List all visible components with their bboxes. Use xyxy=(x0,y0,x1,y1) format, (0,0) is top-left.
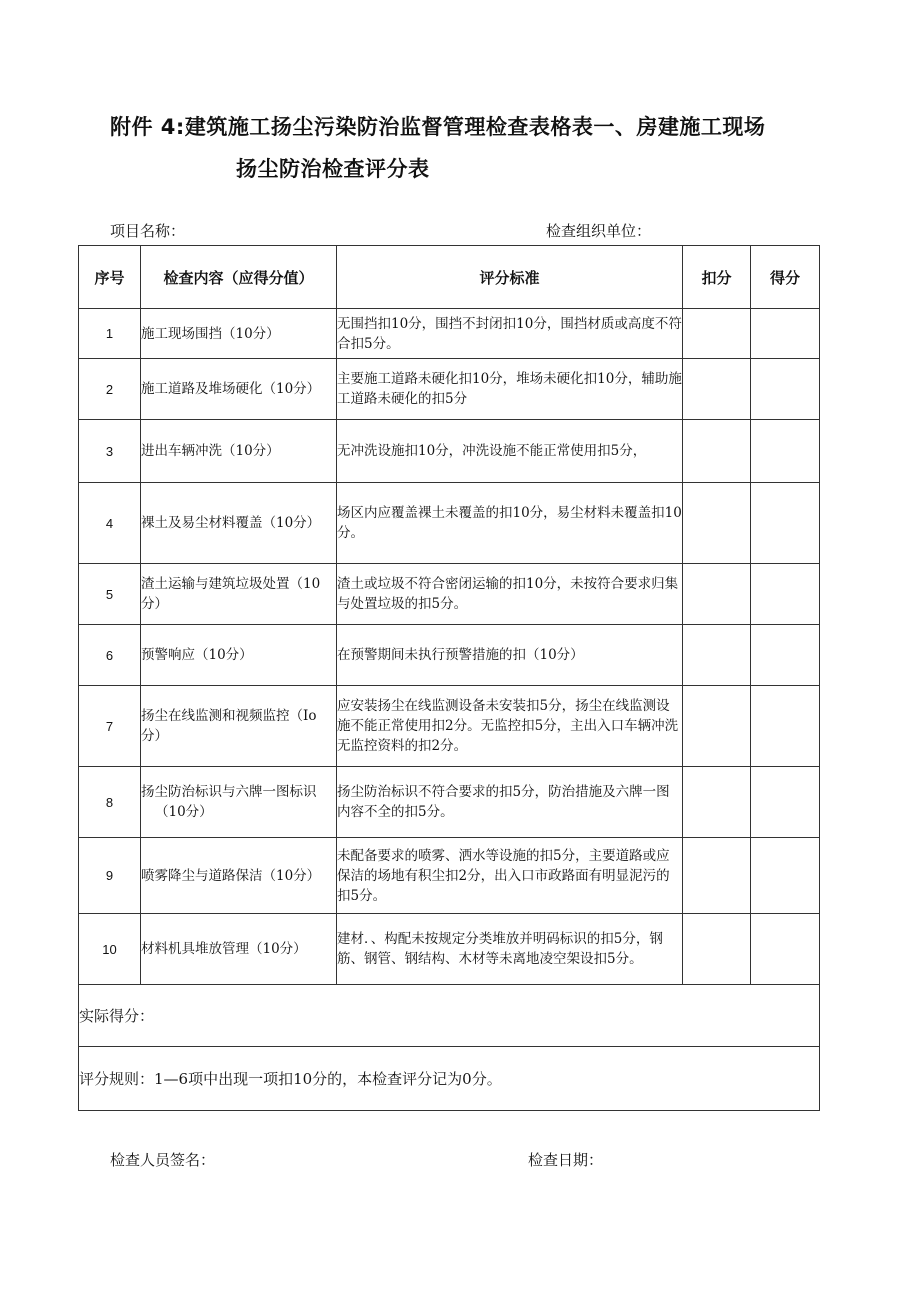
header-criteria: 评分标准 xyxy=(337,246,683,309)
row-criteria: 场区内应覆盖裸土未覆盖的扣10分，易尘材料未覆盖扣10分。 xyxy=(337,483,683,564)
row-number: 8 xyxy=(79,767,141,838)
row-criteria: 应安装扬尘在线监测设备未安装扣5分，扬尘在线监测设施不能正常使用扣2分。无监控扣5分，主出入口车辆冲洗无监控资料的扣2分。 xyxy=(337,686,683,767)
score-cell[interactable] xyxy=(751,914,820,985)
header-content: 检查内容（应得分值） xyxy=(141,246,337,309)
row-item-line2: （10分） xyxy=(155,804,213,820)
table-row xyxy=(79,564,820,625)
header-deduct: 扣分 xyxy=(683,246,751,309)
score-cell[interactable] xyxy=(751,564,820,625)
row-criteria: 建材．、构配未按规定分类堆放并明码标识的扣5分，钢筋、钢管、钢结构、木材等未离地凌空架设扣5分。 xyxy=(337,914,683,985)
deduct-cell[interactable] xyxy=(683,483,751,564)
score-cell[interactable] xyxy=(751,420,820,483)
inspection-org-label: 检查组织单位： xyxy=(546,222,652,240)
table-row xyxy=(79,483,820,564)
row-item: 施工现场围挡（10分） xyxy=(141,309,337,359)
table-row xyxy=(79,420,820,483)
deduct-cell[interactable] xyxy=(683,309,751,359)
row-item: 渣土运输与建筑垃圾处置（10分） xyxy=(141,564,337,625)
inspector-signature-label: 检查人员签名： xyxy=(110,1151,216,1169)
row-number: 6 xyxy=(79,625,141,686)
scoring-rule-row xyxy=(79,1047,820,1111)
scoring-rule-text: 评分规则：1—6项中出现一项扣10分的，本检查评分记为0分。 xyxy=(79,1047,820,1111)
table-row xyxy=(79,309,820,359)
row-item: 扬尘在线监测和视频监控（Io分） xyxy=(141,686,337,767)
row-number: 4 xyxy=(79,483,141,564)
table-row xyxy=(79,838,820,914)
row-item-line1: 扬尘防治标识与六牌一图标识 xyxy=(141,784,317,800)
header-score: 得分 xyxy=(751,246,820,309)
deduct-cell[interactable] xyxy=(683,420,751,483)
score-cell[interactable] xyxy=(751,359,820,420)
score-cell[interactable] xyxy=(751,625,820,686)
deduct-cell[interactable] xyxy=(683,564,751,625)
deduct-cell[interactable] xyxy=(683,914,751,985)
inspection-date-label: 检查日期： xyxy=(528,1151,604,1169)
header-no: 序号 xyxy=(79,246,141,309)
row-criteria: 无冲洗设施扣10分，冲洗设施不能正常使用扣5分， xyxy=(337,420,683,483)
table-header-row xyxy=(79,246,820,309)
inspection-score-table xyxy=(78,245,820,1111)
deduct-cell[interactable] xyxy=(683,838,751,914)
row-number: 9 xyxy=(79,838,141,914)
table-row xyxy=(79,359,820,420)
project-name-label: 项目名称： xyxy=(110,222,186,240)
row-criteria: 在预警期间未执行预警措施的扣（10分） xyxy=(337,625,683,686)
row-number: 2 xyxy=(79,359,141,420)
row-criteria: 未配备要求的喷雾、洒水等设施的扣5分，主要道路或应保洁的场地有积尘扣2分，出入口市政路面有明显泥污的扣5分。 xyxy=(337,838,683,914)
row-item: 进出车辆冲洗（10分） xyxy=(141,420,337,483)
actual-score-row xyxy=(79,985,820,1047)
table-row xyxy=(79,686,820,767)
row-criteria: 渣土或垃圾不符合密闭运输的扣10分，未按符合要求归集与处置垃圾的扣5分。 xyxy=(337,564,683,625)
score-cell[interactable] xyxy=(751,767,820,838)
row-item: 预警响应（10分） xyxy=(141,625,337,686)
row-criteria: 主要施工道路未硬化扣10分，堆场未硬化扣10分，辅助施工道路未硬化的扣5分 xyxy=(337,359,683,420)
table-row xyxy=(79,625,820,686)
deduct-cell[interactable] xyxy=(683,767,751,838)
score-cell[interactable] xyxy=(751,838,820,914)
row-item xyxy=(141,767,337,838)
deduct-cell[interactable] xyxy=(683,686,751,767)
document-title: 附件 4:建筑施工扬尘污染防治监督管理检查表格表一、房建施工现场 xyxy=(110,115,766,139)
score-cell[interactable] xyxy=(751,686,820,767)
row-number: 1 xyxy=(79,309,141,359)
score-cell[interactable] xyxy=(751,483,820,564)
row-number: 7 xyxy=(79,686,141,767)
row-item: 裸土及易尘材料覆盖（10分） xyxy=(141,483,337,564)
row-item: 喷雾降尘与道路保洁（10分） xyxy=(141,838,337,914)
row-item: 材料机具堆放管理（10分） xyxy=(141,914,337,985)
table-row xyxy=(79,767,820,838)
deduct-cell[interactable] xyxy=(683,625,751,686)
row-number: 10 xyxy=(79,914,141,985)
score-cell[interactable] xyxy=(751,309,820,359)
document-subtitle: 扬尘防治检查评分表 xyxy=(236,157,430,181)
actual-score-label[interactable]: 实际得分： xyxy=(79,985,820,1047)
row-criteria: 扬尘防治标识不符合要求的扣5分，防治措施及六牌一图内容不全的扣5分。 xyxy=(337,767,683,838)
row-number: 5 xyxy=(79,564,141,625)
table-row xyxy=(79,914,820,985)
row-criteria: 无围挡扣10分，围挡不封闭扣10分，围挡材质或高度不符合扣5分。 xyxy=(337,309,683,359)
row-item: 施工道路及堆场硬化（10分） xyxy=(141,359,337,420)
deduct-cell[interactable] xyxy=(683,359,751,420)
row-number: 3 xyxy=(79,420,141,483)
